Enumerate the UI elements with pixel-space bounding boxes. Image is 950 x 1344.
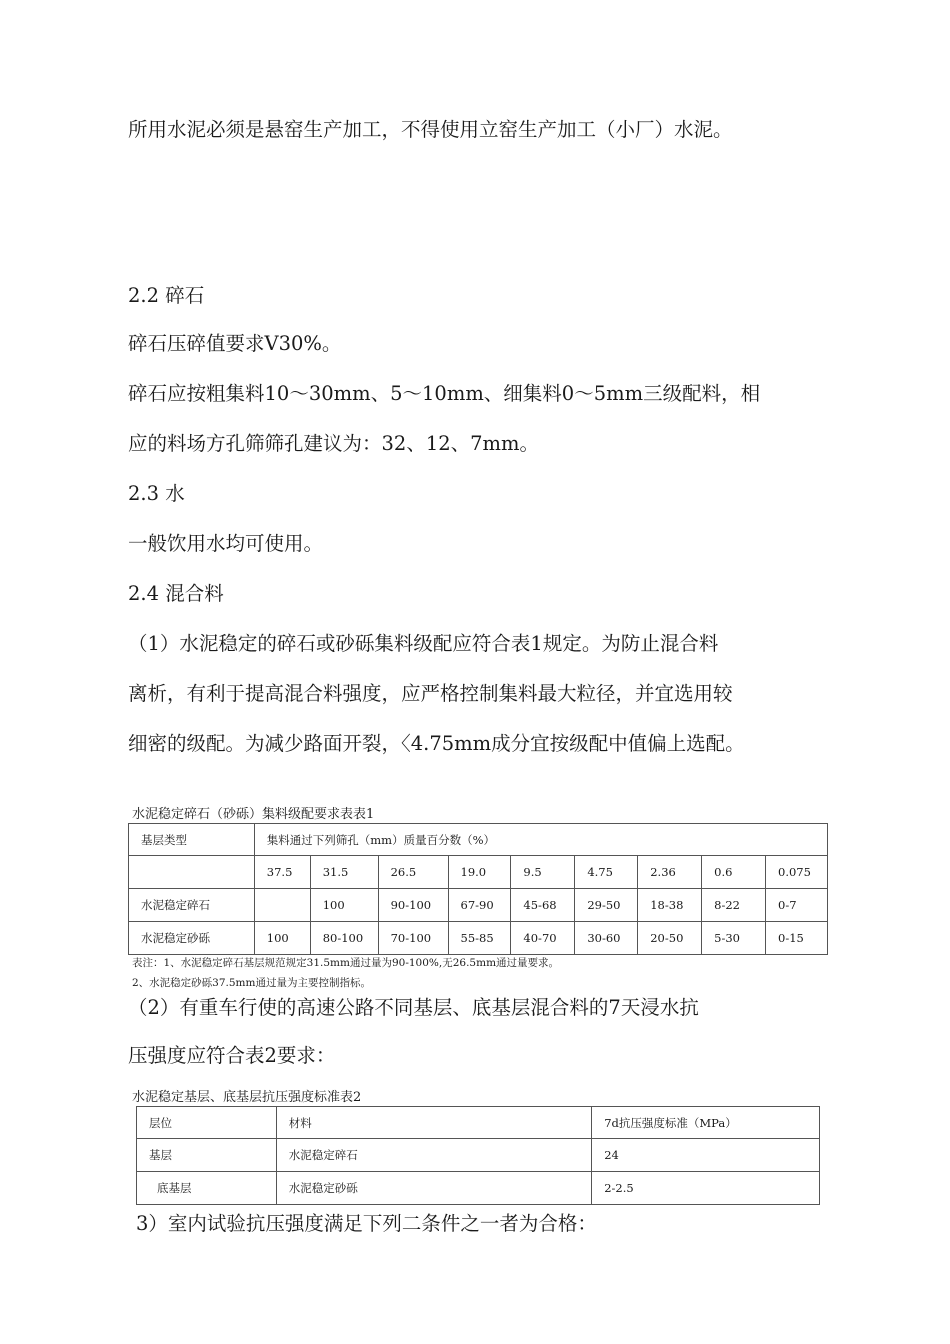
value-cell: 5-30 — [702, 922, 766, 955]
strength-cell: 24 — [592, 1139, 820, 1172]
row-name-cell: 水泥稳定砂砾 — [129, 922, 255, 955]
sieve-cell: 4.75 — [575, 856, 638, 889]
paragraph-gradation-1: 碎石应按粗集料10〜30mm、5〜10mm、细集料0〜5mm三级配料，相 — [128, 382, 761, 405]
paragraph-criteria: 3）室内试验抗压强度满足下列二条件之一者为合格： — [136, 1212, 597, 1235]
value-cell: 29-50 — [575, 889, 638, 922]
strength-cell: 2-2.5 — [592, 1172, 820, 1205]
gradation-table — [128, 823, 828, 955]
sieve-cell: 26.5 — [378, 856, 448, 889]
value-cell: 80-100 — [310, 922, 378, 955]
table2-header-row — [137, 1107, 820, 1139]
sieve-cell: 31.5 — [310, 856, 378, 889]
header-cell: 层位 — [137, 1107, 277, 1139]
header-cell: 7d抗压强度标准（MPa） — [592, 1107, 820, 1139]
value-cell: 45-68 — [511, 889, 575, 922]
value-cell: 20-50 — [638, 922, 702, 955]
value-cell — [254, 889, 310, 922]
paragraph-gradation-2: 应的料场方孔筛筛孔建议为：32、12、7mm。 — [128, 432, 540, 455]
table-row — [137, 1172, 820, 1205]
value-cell: 40-70 — [511, 922, 575, 955]
paragraph-mix-1: （1）水泥稳定的碎石或砂砾集料级配应符合表1规定。为防止混合料 — [128, 632, 719, 655]
value-cell: 90-100 — [378, 889, 448, 922]
value-cell: 8-22 — [702, 889, 766, 922]
table2-caption: 水泥稳定基层、底基层抗压强度标准表2 — [132, 1090, 362, 1105]
value-cell: 0-7 — [766, 889, 828, 922]
value-cell: 100 — [254, 922, 310, 955]
paragraph-cement: 所用水泥必须是悬窑生产加工，不得使用立窑生产加工（小厂）水泥。 — [128, 118, 733, 141]
heading-2-3: 2.3 水 — [128, 482, 185, 505]
value-cell: 0-15 — [766, 922, 828, 955]
strength-table — [136, 1106, 820, 1205]
layer-cell: 底基层 — [137, 1172, 277, 1205]
sieve-cell: 0.075 — [766, 856, 828, 889]
header-cell: 材料 — [276, 1107, 591, 1139]
heading-2-4: 2.4 混合料 — [128, 582, 224, 605]
table1-col-header: 基层类型 — [129, 824, 255, 856]
sieve-cell: 0.6 — [702, 856, 766, 889]
value-cell: 55-85 — [448, 922, 511, 955]
value-cell: 30-60 — [575, 922, 638, 955]
paragraph-strength-1: （2）有重车行使的高速公路不同基层、底基层混合料的7天浸水抗 — [128, 996, 699, 1019]
table1-sieve-row — [129, 856, 828, 889]
table-row — [137, 1139, 820, 1172]
paragraph-mix-3: 细密的级配。为减少路面开裂，〈4.75mm成分宜按级配中值偏上选配。 — [128, 732, 745, 755]
table1-span-header: 集料通过下列筛孔（mm）质量百分数（%） — [254, 824, 827, 856]
sieve-cell: 37.5 — [254, 856, 310, 889]
value-cell: 70-100 — [378, 922, 448, 955]
table1-empty-cell — [129, 856, 255, 889]
paragraph-crush-value: 碎石压碎值要求V30%。 — [128, 332, 342, 355]
value-cell: 18-38 — [638, 889, 702, 922]
paragraph-mix-2: 离析，有利于提高混合料强度，应严格控制集料最大粒径，并宜选用较 — [128, 682, 733, 705]
sieve-cell: 19.0 — [448, 856, 511, 889]
heading-2-2: 2.2 碎石 — [128, 284, 205, 307]
sieve-cell: 2.36 — [638, 856, 702, 889]
table-row — [129, 922, 828, 955]
sieve-cell: 9.5 — [511, 856, 575, 889]
paragraph-strength-2: 压强度应符合表2要求： — [128, 1044, 336, 1067]
value-cell: 100 — [310, 889, 378, 922]
material-cell: 水泥稳定砂砾 — [276, 1172, 591, 1205]
paragraph-water: 一般饮用水均可使用。 — [128, 532, 324, 555]
material-cell: 水泥稳定碎石 — [276, 1139, 591, 1172]
table1-caption: 水泥稳定碎石（砂砾）集料级配要求表表1 — [132, 807, 375, 822]
table1-header-row — [129, 824, 828, 856]
value-cell: 67-90 — [448, 889, 511, 922]
table-row — [129, 889, 828, 922]
layer-cell: 基层 — [137, 1139, 277, 1172]
table1-note-1: 表注：1、水泥稳定碎石基层规范规定31.5mm通过量为90-100%,无26.5mm通过量要求。 — [132, 957, 560, 969]
table1-note-2: 2、水泥稳定砂砾37.5mm通过量为主要控制指标。 — [132, 977, 371, 989]
row-name-cell: 水泥稳定碎石 — [129, 889, 255, 922]
